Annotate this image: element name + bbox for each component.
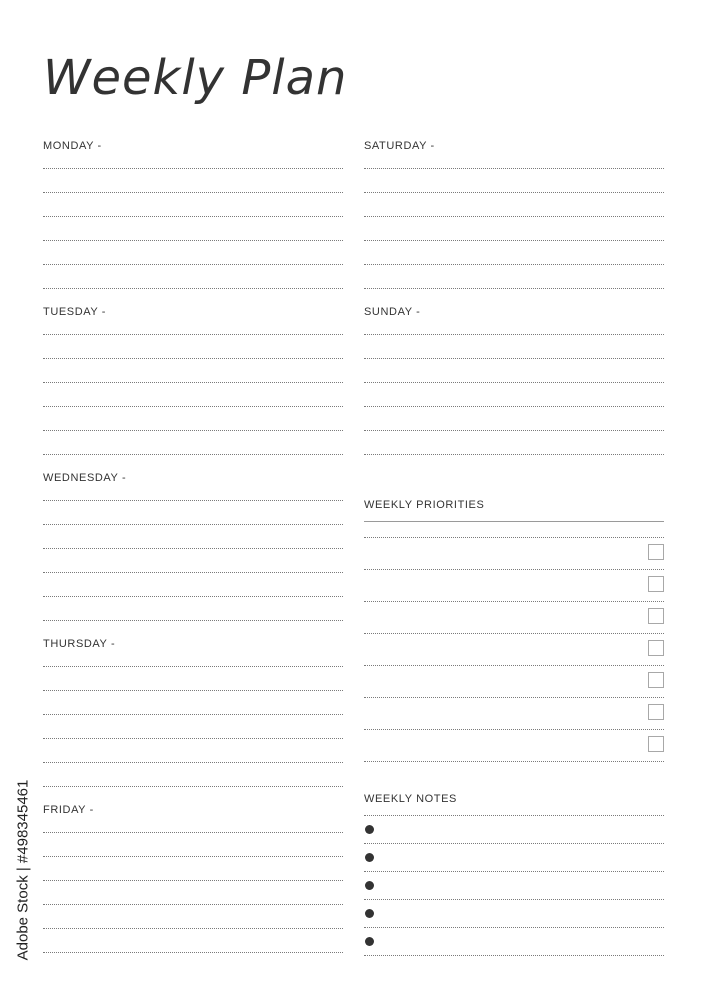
writing-line[interactable] [364,430,664,431]
writing-line[interactable] [43,786,343,787]
writing-line[interactable] [364,569,664,570]
writing-line[interactable] [43,596,343,597]
day-label-wednesday: WEDNESDAY - [43,472,127,484]
writing-line[interactable] [43,572,343,573]
writing-line[interactable] [43,334,343,335]
writing-line[interactable] [43,928,343,929]
stock-id-watermark [13,755,33,985]
writing-line[interactable] [43,666,343,667]
writing-line[interactable] [43,288,343,289]
priorities-label: WEEKLY PRIORITIES [364,499,485,511]
bullet-icon [365,825,374,834]
priority-checkbox[interactable] [648,544,664,560]
writing-line[interactable] [43,548,343,549]
writing-line[interactable] [43,762,343,763]
writing-line[interactable] [364,843,664,844]
writing-line[interactable] [364,192,664,193]
priority-checkbox[interactable] [648,736,664,752]
priorities-divider [364,521,664,522]
writing-line[interactable] [43,358,343,359]
writing-line[interactable] [43,524,343,525]
writing-line[interactable] [364,729,664,730]
writing-line[interactable] [43,240,343,241]
bullet-icon [365,853,374,862]
writing-line[interactable] [364,537,664,538]
writing-line[interactable] [43,382,343,383]
bullet-icon [365,909,374,918]
bullet-icon [365,937,374,946]
bullet-icon [365,881,374,890]
writing-line[interactable] [364,927,664,928]
priority-checkbox[interactable] [648,640,664,656]
writing-line[interactable] [43,738,343,739]
writing-line[interactable] [364,871,664,872]
writing-line[interactable] [364,761,664,762]
day-label-saturday: SATURDAY - [364,140,435,152]
writing-line[interactable] [364,382,664,383]
writing-line[interactable] [364,334,664,335]
writing-line[interactable] [364,168,664,169]
writing-line[interactable] [43,168,343,169]
writing-line[interactable] [43,216,343,217]
writing-line[interactable] [364,358,664,359]
writing-line[interactable] [43,620,343,621]
writing-line[interactable] [43,500,343,501]
writing-line[interactable] [364,899,664,900]
writing-line[interactable] [364,264,664,265]
day-label-sunday: SUNDAY - [364,306,421,318]
writing-line[interactable] [364,697,664,698]
day-label-monday: MONDAY - [43,140,102,152]
writing-line[interactable] [364,216,664,217]
priority-checkbox[interactable] [648,608,664,624]
day-label-thursday: THURSDAY - [43,638,116,650]
writing-line[interactable] [364,955,664,956]
writing-line[interactable] [43,904,343,905]
writing-line[interactable] [364,406,664,407]
writing-line[interactable] [43,880,343,881]
writing-line[interactable] [43,406,343,407]
page-title: Weekly Plan [43,50,348,106]
writing-line[interactable] [364,288,664,289]
writing-line[interactable] [364,633,664,634]
day-label-tuesday: TUESDAY - [43,306,107,318]
writing-line[interactable] [43,856,343,857]
writing-line[interactable] [43,454,343,455]
notes-label: WEEKLY NOTES [364,793,457,805]
writing-line[interactable] [364,454,664,455]
priority-checkbox[interactable] [648,704,664,720]
writing-line[interactable] [364,665,664,666]
writing-line[interactable] [43,192,343,193]
writing-line[interactable] [364,815,664,816]
writing-line[interactable] [43,264,343,265]
priority-checkbox[interactable] [648,576,664,592]
writing-line[interactable] [364,601,664,602]
stock-id-text: Adobe Stock | #498345461 [14,779,32,961]
day-label-friday: FRIDAY - [43,804,94,816]
writing-line[interactable] [43,690,343,691]
priority-checkbox[interactable] [648,672,664,688]
writing-line[interactable] [43,952,343,953]
writing-line[interactable] [43,430,343,431]
writing-line[interactable] [43,832,343,833]
writing-line[interactable] [364,240,664,241]
writing-line[interactable] [43,714,343,715]
